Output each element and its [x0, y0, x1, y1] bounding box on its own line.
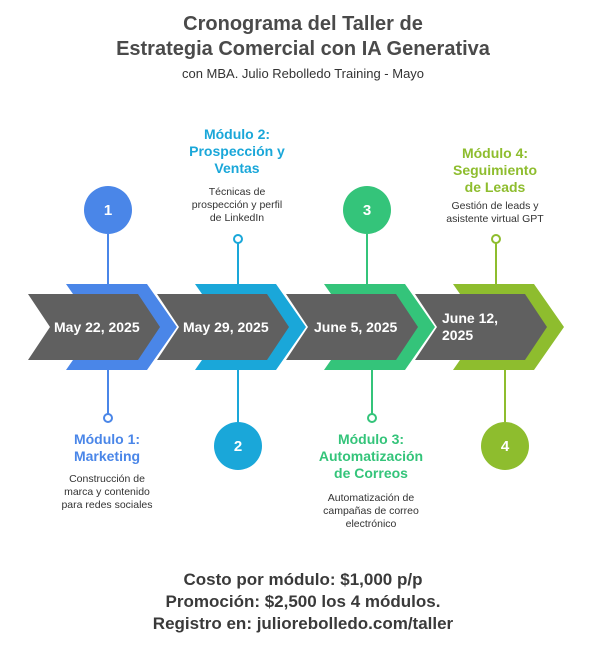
date-4-line-1: June 12,: [442, 310, 499, 326]
module-3-desc-l3: electrónico: [345, 518, 397, 530]
module-3-title-l3: de Correos: [334, 465, 408, 481]
module-3-title-l2: Automatización: [318, 448, 424, 464]
module-3-title: [296, 431, 446, 482]
date-4: [442, 310, 498, 344]
module-2-desc: [167, 186, 307, 225]
module-2-desc-l1: Técnicas de: [208, 186, 266, 198]
connector-4: [495, 242, 497, 284]
module-1-desc: [37, 473, 177, 512]
module-1-title-l2: Marketing: [73, 448, 141, 464]
module-1-title: [32, 431, 182, 465]
connector-dot-3: [367, 413, 377, 423]
module-2-title-l1: Módulo 2:: [203, 126, 271, 142]
stub-1: [107, 234, 109, 284]
title-line-1: Cronograma del Taller de: [183, 13, 423, 35]
module-3-desc: [301, 492, 441, 531]
registration-link[interactable]: Registro en: juliorebolledo.com/taller: [152, 614, 454, 633]
module-4-desc-l1: Gestión de leads y: [451, 200, 539, 212]
date-2: May 29, 2025: [183, 319, 269, 335]
module-3-desc-l1: Automatización de: [327, 492, 415, 504]
module-4-desc-l2: asistente virtual GPT: [446, 213, 544, 225]
connector-3: [371, 370, 373, 416]
connector-1: [107, 370, 109, 416]
module-4-title: [420, 145, 570, 196]
step-circle-2: 2: [214, 422, 262, 470]
stub-4: [504, 370, 506, 422]
stub-3: [366, 234, 368, 284]
step-circle-4: 4: [481, 422, 529, 470]
module-2-title-l2: Prospección y: [189, 143, 285, 159]
module-1-title-l1: Módulo 1:: [73, 431, 141, 447]
price-per-module: Costo por módulo: $1,000 p/p: [183, 570, 423, 589]
date-3: June 5, 2025: [314, 319, 398, 335]
module-2-desc-l3: de LinkedIn: [209, 212, 265, 224]
subtitle: con MBA. Julio Rebolledo Training - Mayo: [181, 66, 425, 81]
module-1-desc-l2: marca y contenido: [64, 486, 150, 498]
connector-2: [237, 242, 239, 284]
step-circle-1: 1: [84, 186, 132, 234]
module-2-title-l3: Ventas: [214, 160, 260, 176]
module-4-title-l3: de Leads: [464, 179, 526, 195]
module-4-title-l2: Seguimiento: [452, 162, 537, 178]
module-4-title-l1: Módulo 4:: [461, 145, 529, 161]
module-1-desc-l1: Construcción de: [69, 473, 145, 485]
module-3-title-l1: Módulo 3:: [337, 431, 405, 447]
stub-2: [237, 370, 239, 422]
date-4-line-2: 2025: [442, 327, 474, 343]
module-2-title: [162, 126, 312, 177]
module-1-desc-l3: para redes sociales: [61, 499, 153, 511]
step-circle-3: 3: [343, 186, 391, 234]
module-2-desc-l2: prospección y perfil: [191, 199, 283, 211]
date-1: May 22, 2025: [54, 319, 140, 335]
title-line-2: Estrategia Comercial con IA Generativa: [116, 38, 490, 60]
promotion: Promoción: $2,500 los 4 módulos.: [165, 592, 441, 611]
connector-dot-1: [103, 413, 113, 423]
module-4-desc: [425, 200, 565, 226]
module-3-desc-l2: campañas de correo: [323, 505, 419, 517]
